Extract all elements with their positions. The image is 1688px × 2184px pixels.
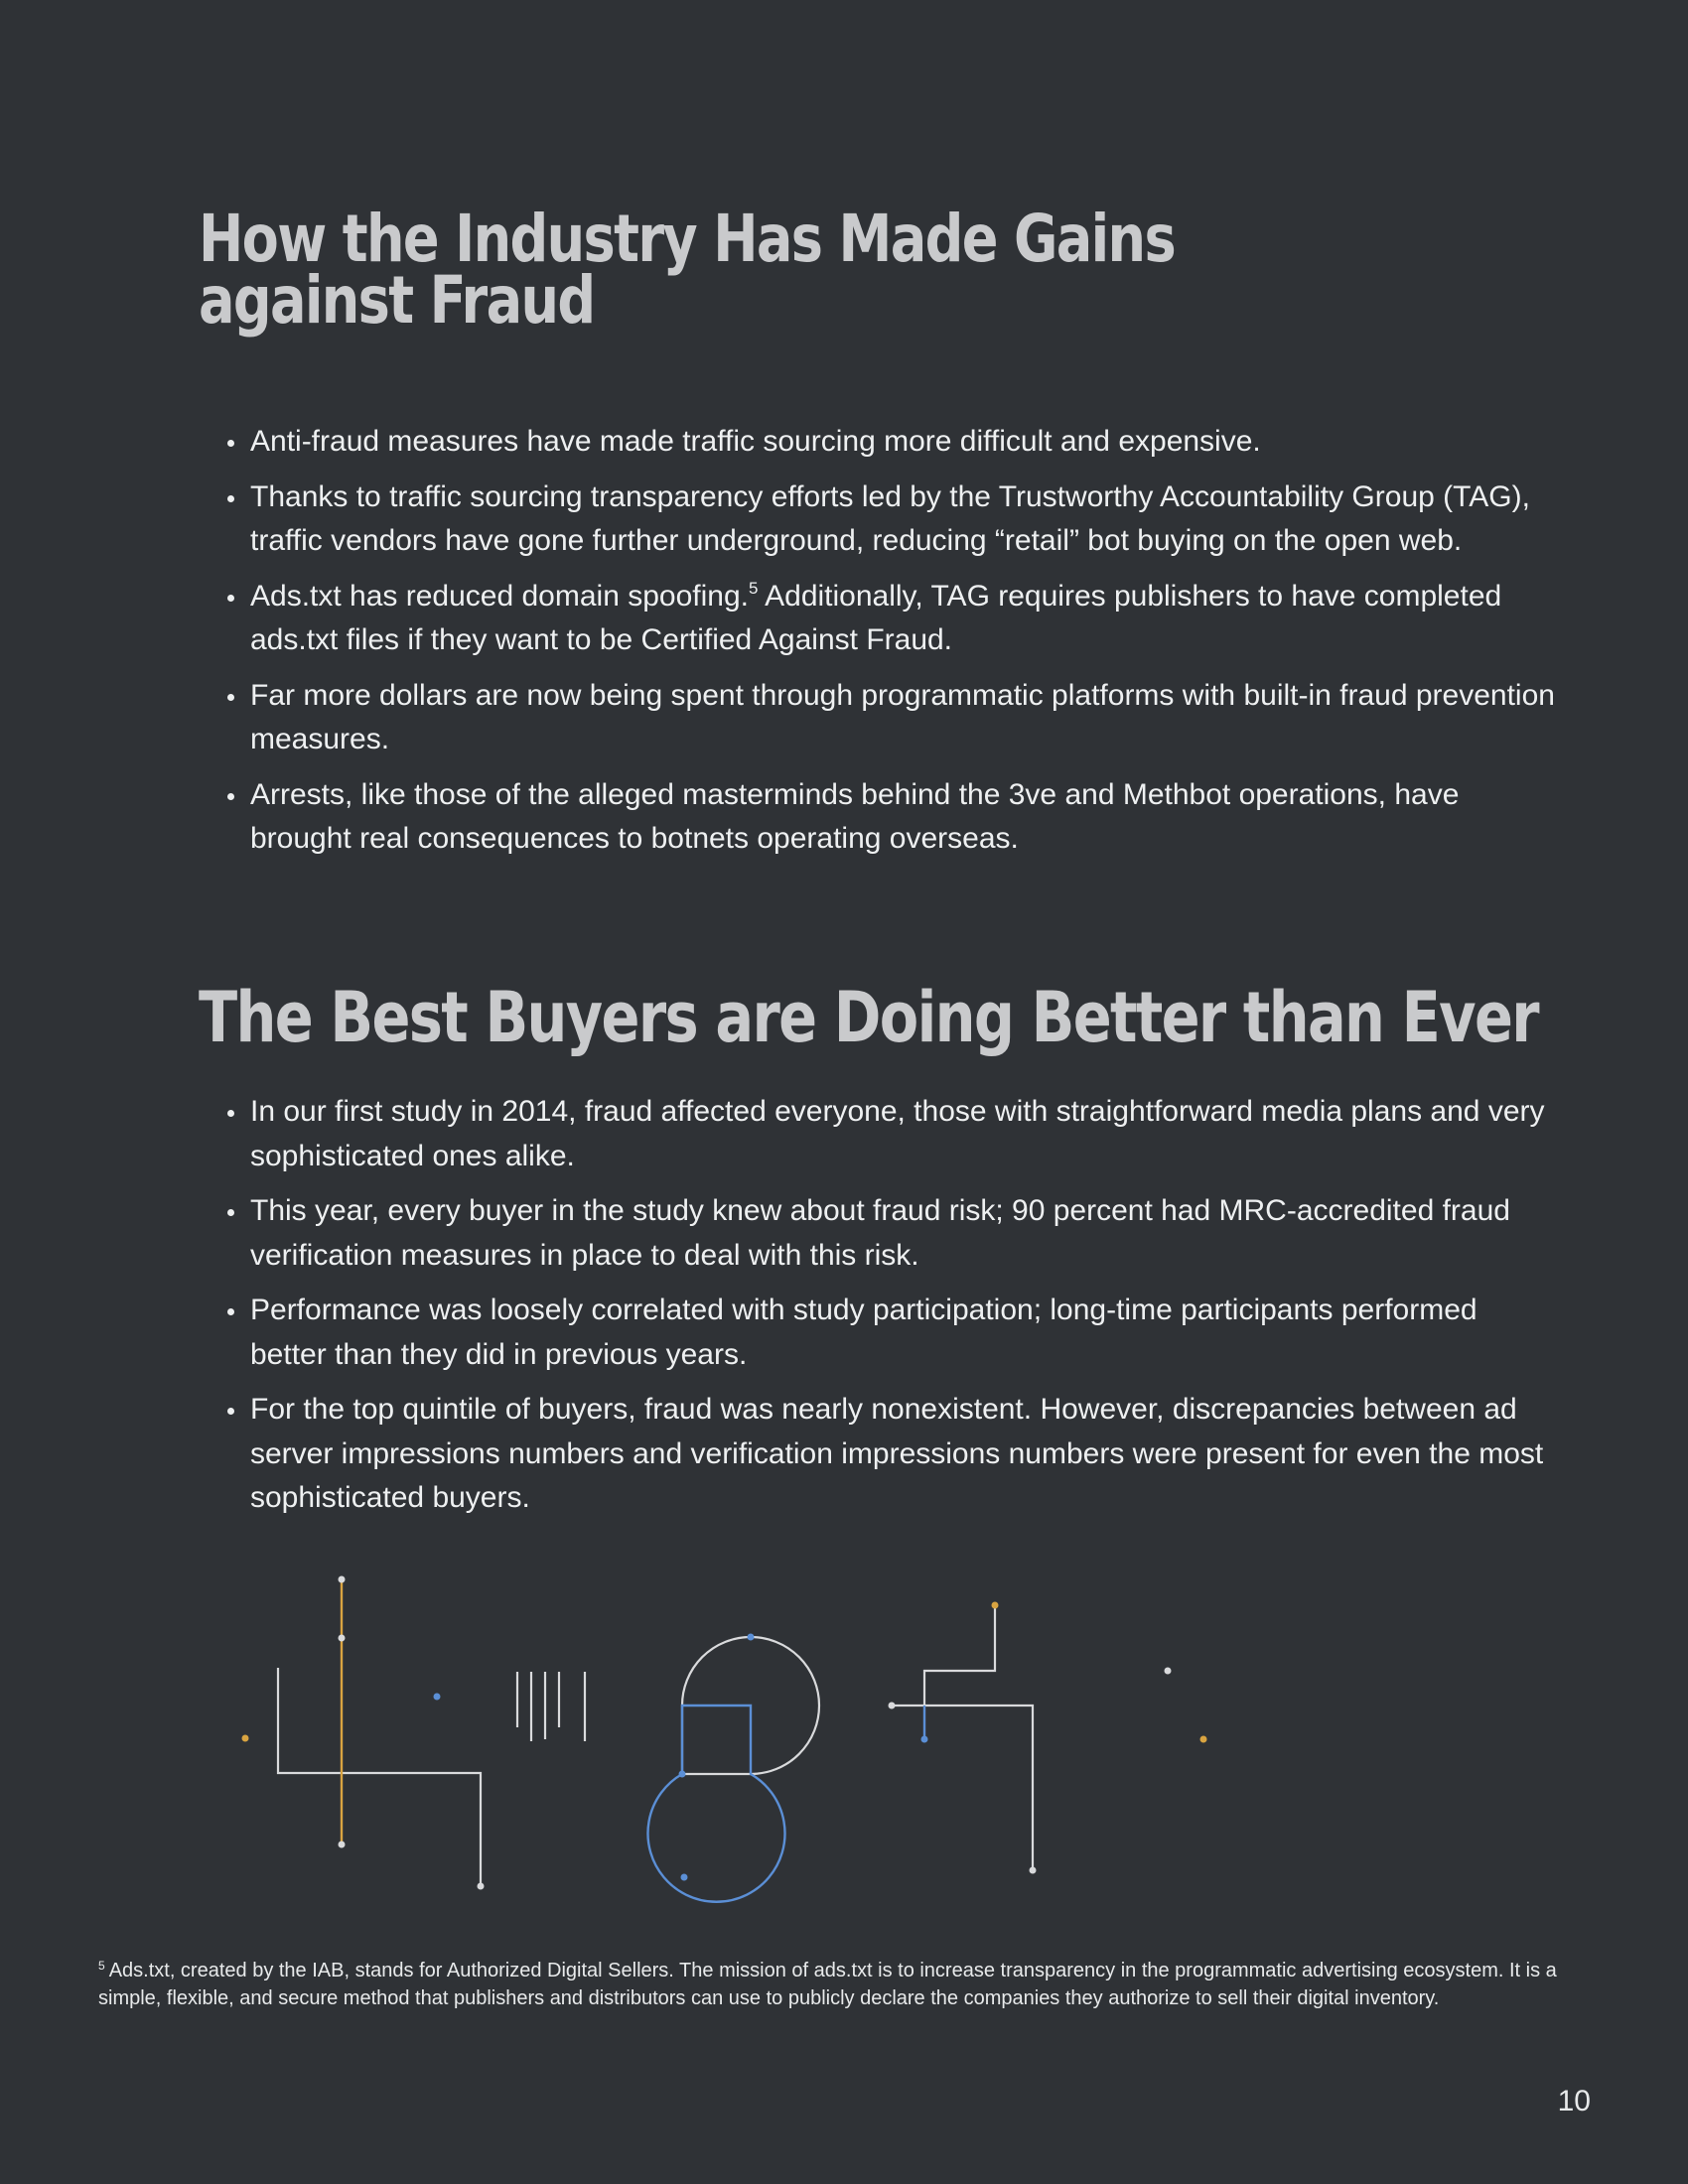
section1-bullet-2 <box>248 476 1559 564</box>
decor-blue-lines <box>648 1706 925 1902</box>
section2-bullet-4 <box>248 1388 1559 1521</box>
decor-dot <box>478 1883 485 1890</box>
section1-bullet-5-text: Arrests, like those of the alleged masterminds behind the 3ve and Methbot operations, have brought real consequences to botnets operating overseas. <box>250 777 1460 855</box>
decor-loop-blue <box>648 1706 785 1902</box>
decor-dot-gold <box>992 1602 999 1609</box>
decor-dot <box>339 1576 346 1583</box>
decor-dot-blue <box>434 1694 441 1701</box>
page-number: 10 <box>1557 2085 1591 2117</box>
section2-heading: The Best Buyers are Doing Better than Ever <box>199 977 1538 1058</box>
section1-bullet-3 <box>248 575 1559 663</box>
section2-bullet-2-text: This year, every buyer in the study knew about fraud risk; 90 percent had MRC-accredited fraud verification measures in place to deal with this risk. <box>250 1194 1510 1272</box>
section1-bullet-1 <box>248 420 1559 465</box>
decor-line-right-lower <box>892 1706 1033 1870</box>
decor-dot-gold <box>1200 1736 1207 1743</box>
decor-dot-blue <box>681 1874 688 1881</box>
decor-dot-gold <box>242 1735 249 1742</box>
decor-dot-blue <box>679 1771 686 1778</box>
section2-bullet-2 <box>248 1189 1559 1278</box>
section1-bullet-1-text: Anti-fraud measures have made traffic sourcing more difficult and expensive. <box>250 425 1261 458</box>
section2-bullet-list <box>220 1090 1559 1532</box>
section1-heading-line1: How the Industry Has Made Gains <box>199 201 1176 277</box>
section2-bullet-3 <box>248 1289 1559 1377</box>
decor-dot <box>889 1703 896 1709</box>
footnote-marker: 5 <box>98 1959 105 1973</box>
section1-bullet-2-text: Thanks to traffic sourcing transparency efforts led by the Trustworthy Accountability Group (TAG), traffic vendors have gone further underground, reducing “retail” bot buying on the open web. <box>250 479 1530 557</box>
decor-dot-blue <box>921 1736 928 1743</box>
circuit-line-decoration <box>0 1549 1688 1906</box>
section1-bullet-3-text: Ads.txt has reduced domain spoofing. <box>250 579 749 613</box>
section1-heading <box>199 201 1176 339</box>
section1-bullet-4 <box>248 674 1559 762</box>
section1-bullet-3-text-cont: Additionally, TAG requires publishers to have completed ads.txt files if they want to be Certified Against Fraud. <box>250 579 1502 656</box>
decor-line-right-upper <box>924 1608 995 1706</box>
section1-bullet-5 <box>248 773 1559 862</box>
decor-dot <box>339 1842 346 1848</box>
decor-dot-blue <box>748 1634 755 1641</box>
decor-dot <box>1165 1668 1172 1675</box>
section1-bullet-4-text: Far more dollars are now being spent through programmatic platforms with built-in fraud prevention measures. <box>250 678 1555 755</box>
section1-bullet-list <box>220 420 1559 873</box>
section2-bullet-3-text: Performance was loosely correlated with study participation; long-time participants performed better than they did in previous years. <box>250 1294 1477 1371</box>
decor-line-left-bracket <box>278 1668 481 1886</box>
section2-bullet-1-text: In our first study in 2014, fraud affected everyone, those with straightforward media plans and very sophisticated ones alike. <box>250 1095 1545 1172</box>
footnote <box>98 1958 1588 2012</box>
footnote-text: Ads.txt, created by the IAB, stands for Authorized Digital Sellers. The mission of ads.txt is to increase transparency in the programmatic advertising ecosystem. It is a simple, flexible, and secure method that publishers and distributors can use to publicly declare the companies they authorize to sell their digital inventory. <box>98 1960 1557 2009</box>
decor-white-lines <box>278 1608 1033 1886</box>
section2-bullet-4-text: For the top quintile of buyers, fraud was nearly nonexistent. However, discrepancies between ad server impressions numbers and verification impressions numbers were present for even the most sophisticated buyers. <box>250 1393 1544 1514</box>
decor-dots <box>242 1576 1207 1890</box>
decor-dot <box>1030 1867 1037 1874</box>
section2-bullet-1 <box>248 1090 1559 1178</box>
footnote-ref-5: 5 <box>748 578 759 598</box>
section1-heading-line2: against Fraud <box>199 262 595 339</box>
decor-dot <box>339 1635 346 1642</box>
